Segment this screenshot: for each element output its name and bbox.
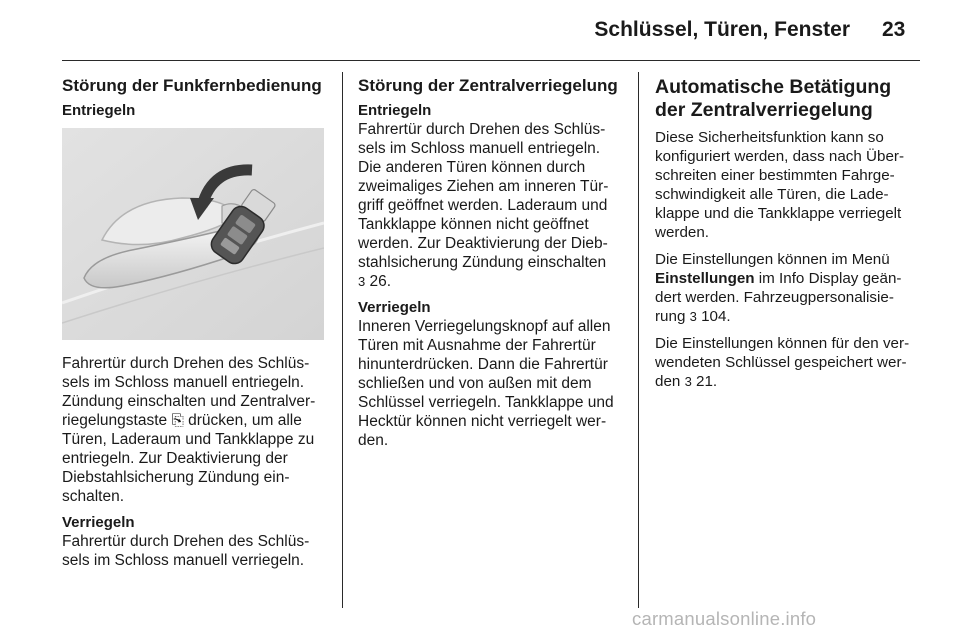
page-reference: 21. [691,373,718,390]
subheading-unlock: Entriegeln [358,102,432,119]
paragraph-remote-lock: Fahrertür durch Drehen des Schlüs- sels im Schloss manuell verriegeln. [62,533,310,569]
door-handle-key-illustration [62,128,324,340]
page-reference: 104. [696,308,731,325]
subheading-unlock: Entriegeln [62,102,136,119]
column-automatic-locking [655,76,923,399]
column-remote-failure [62,76,328,578]
header-rule [62,60,920,61]
page-reference-arrow-icon: 3 [358,274,366,289]
paragraph-key-settings: Die Einstellungen können für den ver- wendeten Schlüssel gespeichert wer- den 3 21. [655,335,910,390]
settings-menu-name: Einstellungen [655,270,755,287]
paragraph-settings-menu: Die Einstellungen können im Menü Einstellungen im Info Display geän- dert werden. Fahrzeugpersonalisie- rung 3 104. [655,251,902,325]
section-heading-automatic-locking: Automatische Betätigung der Zentralverriegelung [655,76,892,121]
watermark: carmanualsonline.info [632,608,817,629]
paragraph-auto-lock-intro: Diese Sicherheitsfunktion kann so konfiguriert werden, dass nach Über- schreiten einer bestimmten Fahrge- schwindigkeit alle Türen, die Lade- klappe und die Tankklappe verriegelt werden. [655,129,905,241]
page-reference-arrow-icon: 3 [689,309,697,324]
section-heading-remote-failure: Störung der Funkfernbedienung [62,76,322,95]
paragraph-central-unlock: Fahrertür durch Drehen des Schlüs- sels im Schloss manuell entriegeln. Die anderen Türen können durch zweimaliges Ziehen am inneren Tür- griff geöffnet werden. Laderaum und Tankklappe können nicht geöffnet werden. Zur Deaktivierung der Dieb- stahlsicherung Zündung einschalten 3 26. [358,121,609,290]
page-header-title: Schlüssel, Türen, Fenster [594,18,850,41]
column-central-locking-failure [358,76,624,458]
subheading-lock: Verriegeln [62,514,135,531]
column-divider-1 [342,72,343,608]
paragraph-central-lock: Inneren Verriegelungsknopf auf allen Türen mit Ausnahme der Fahrertür hinunterdrücken. Dann die Fahrertür schließen und von außen mit dem Schlüssel verriegeln. Tankklappe und Hecktür können nicht verriegelt wer- den. [358,318,614,449]
page-reference-arrow-icon: 3 [684,374,692,389]
column-divider-2 [638,72,639,608]
paragraph-remote-unlock: Fahrertür durch Drehen des Schlüs- sels im Schloss manuell entriegeln. Zündung einschalten und Zentralver- riegelungstaste ⎘ drücken, um alle Türen, Laderaum und Tankklappe zu entriegeln. Zur Deaktivierung der Diebstahlsicherung Zündung ein- schalten. [62,355,316,505]
unlock-button-icon: ⎘ [171,412,184,429]
page-number: 23 [882,18,906,41]
section-heading-central-locking-failure: Störung der Zentralverriegelung [358,76,618,95]
subheading-lock: Verriegeln [358,299,431,316]
page-reference: 26. [365,273,392,290]
